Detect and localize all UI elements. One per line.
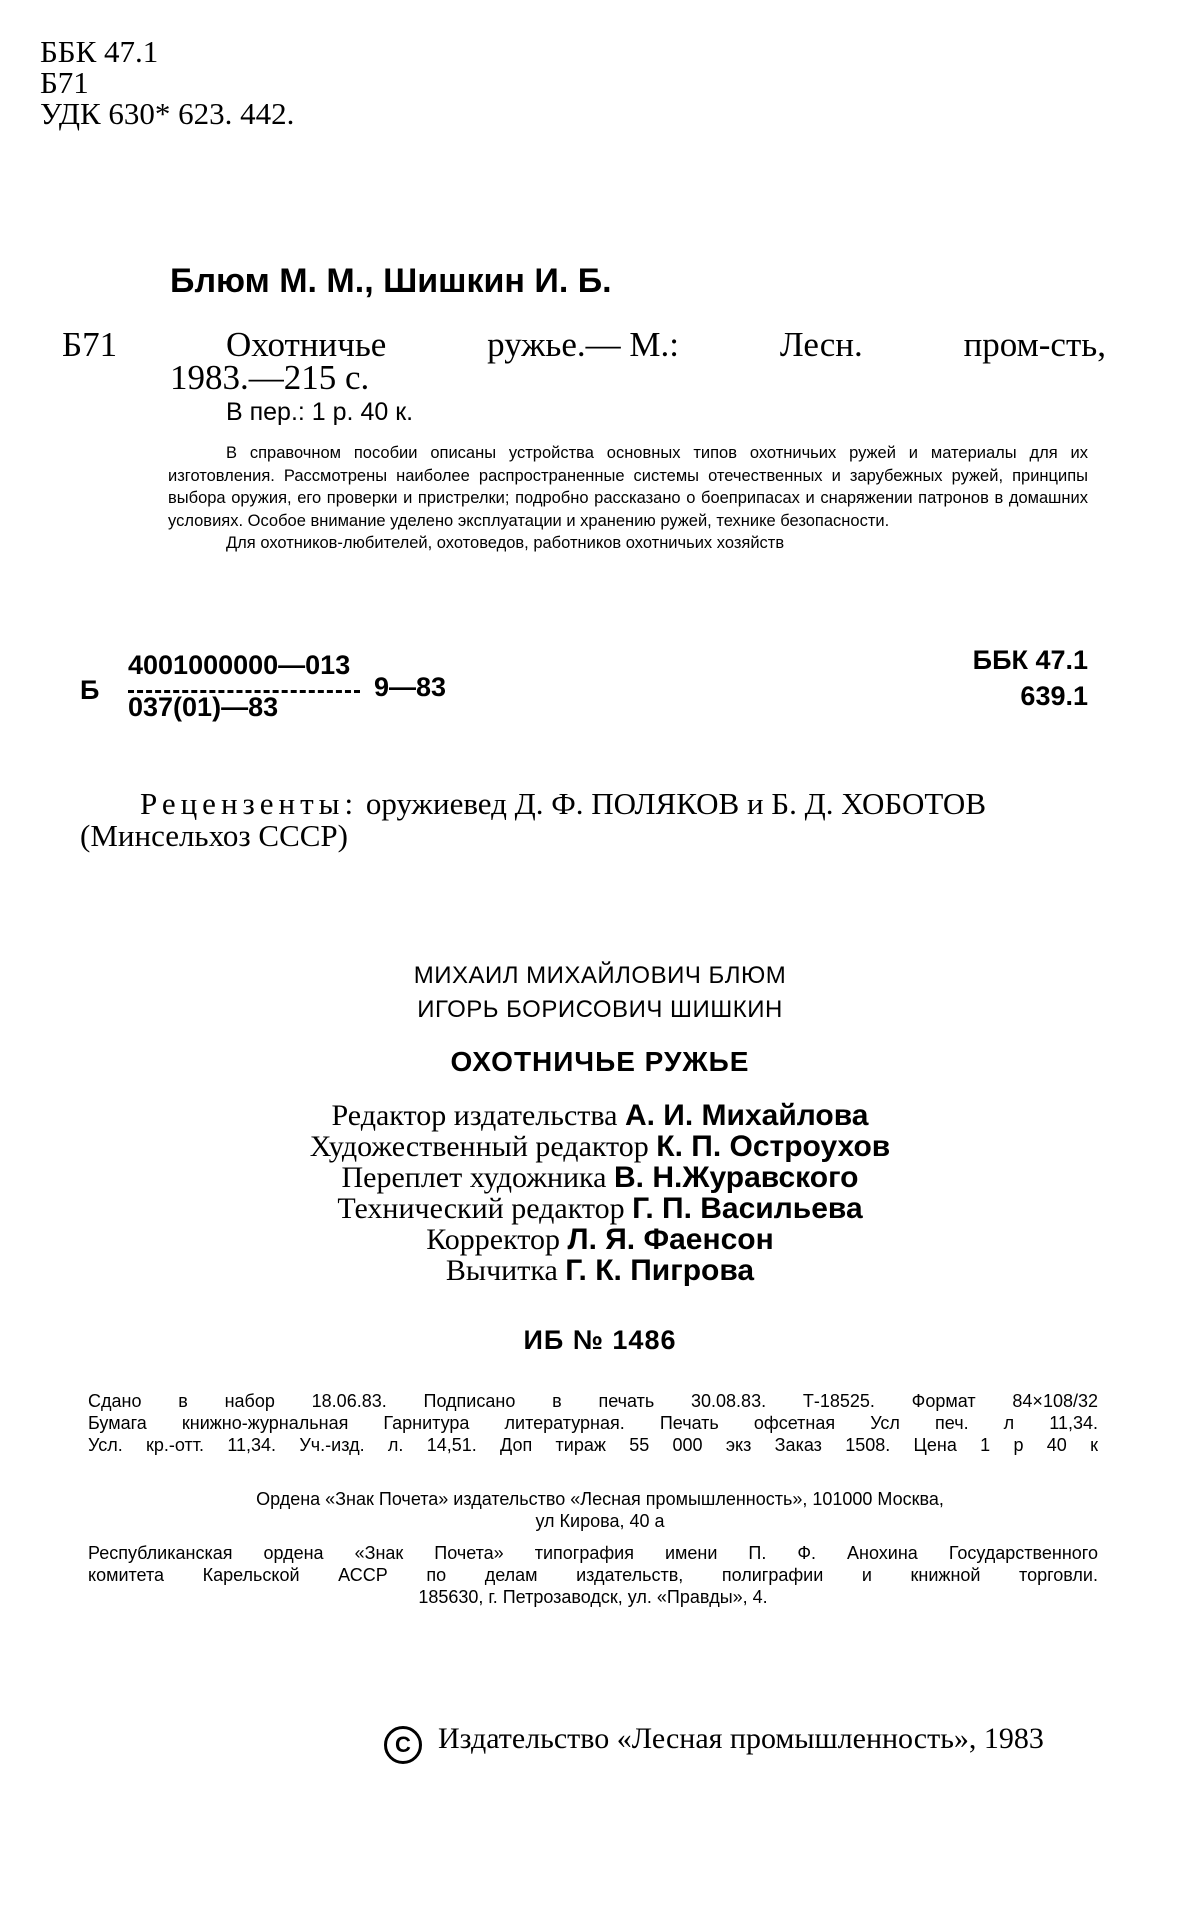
fraction-numerator: 4001000000—013 [128, 650, 351, 680]
annotation-audience: Для охотников-любителей, охотоведов, работников охотничьих хозяйств [226, 534, 785, 552]
price-line: В пер.: 1 р. 40 к. [226, 398, 414, 426]
credit-line [0, 1162, 1200, 1193]
credit-name: Г. П. Васильева [632, 1192, 863, 1225]
printer-block [88, 1542, 1098, 1608]
credit-role: Переплет художника [341, 1161, 607, 1194]
publisher-line: Ордена «Знак Почета» издательство «Лесная промышленность», 101000 Москва, [256, 1489, 944, 1509]
catalog-code: Б71 [40, 65, 89, 100]
credit-role: Технический редактор [337, 1192, 625, 1225]
publisher-block [0, 1488, 1200, 1532]
title-word: пром-сть, [963, 325, 1106, 364]
imprint-line: Бумага книжно-журнальная Гарнитура литературная. Печать офсетная Усл печ. л 11,34. [88, 1413, 1098, 1433]
reviewers-affiliation: (Минсельхоз СССР) [80, 818, 348, 853]
imprint-line: Сдано в набор 18.06.83. Подписано в печать 30.08.83. Т-18525. Формат 84×108/32 [88, 1391, 1098, 1411]
author-full-name: ИГОРЬ БОРИСОВИЧ ШИШКИН [417, 996, 783, 1023]
authors-heading: Блюм М. М., Шишкин И. Б. [170, 262, 612, 300]
credit-name: Л. Я. Фаенсон [567, 1223, 774, 1256]
credit-line [0, 1255, 1200, 1286]
bbk-right-block [973, 642, 1088, 714]
printer-line: комитета Карельской АССР по делам издательств, полиграфии и книжной торговли. [88, 1565, 1098, 1585]
credit-role: Корректор [426, 1223, 561, 1256]
printer-line: Республиканская ордена «Знак Почета» типография имени П. Ф. Анохина Государственного [88, 1543, 1098, 1563]
reviewers-label: Рецензенты: [140, 786, 359, 821]
udk-code: УДК 630* 623. 442. [40, 96, 295, 131]
author-full-name: МИХАИЛ МИХАЙЛОВИЧ БЛЮМ [413, 962, 787, 989]
copyright-line [384, 1722, 1044, 1764]
credit-name: Г. К. Пигрова [565, 1254, 755, 1287]
reviewers-names: оружиевед Д. Ф. ПОЛЯКОВ и Б. Д. ХОБОТОВ [365, 786, 986, 821]
copyright-text: Издательство «Лесная промышленность», 1983 [438, 1722, 1044, 1755]
bbk-code: ББК 47.1 [40, 34, 159, 69]
fraction-suffix: 9—83 [374, 672, 447, 702]
bbk-right-index: 639.1 [1020, 681, 1088, 711]
annotation-paragraph: В справочном пособии описаны устройства основных типов охотничьих ружей и материалы для их изготовления. Рассмотрены наиболее распространенные системы отечественных и зарубежных ружей, принципы выбора оружия, его проверки и пристрелки; подробно рассказано о боеприпасах и снаряжении патронов в домашних условиях. Особое внимание уделено эксплуатации и хранению ружей, технике безопасности. [168, 444, 1088, 530]
credit-line [0, 1193, 1200, 1224]
title-word: ружье.— М.: [487, 325, 680, 364]
credit-line [0, 1131, 1200, 1162]
book-title: ОХОТНИЧЬЕ РУЖЬЕ [450, 1046, 750, 1077]
classification-codes [40, 36, 294, 129]
imprint-block [88, 1390, 1098, 1456]
imprint-line: Усл. кр.-отт. 11,34. Уч.-изд. л. 14,51. Доп тираж 55 000 экз Заказ 1508. Цена 1 р 40 к [88, 1435, 1098, 1455]
catalog-mark: Б71 [62, 325, 118, 364]
bibliographic-year-pages: 1983.—215 с. [170, 358, 370, 397]
credit-name: К. П. Остроухов [656, 1130, 891, 1163]
credit-name: В. Н.Журавского [614, 1161, 859, 1194]
title-word: Охотничье [226, 325, 387, 364]
copyright-icon: C [384, 1726, 422, 1764]
publisher-address: ул Кирова, 40 а [535, 1511, 665, 1531]
title-word: Лесн. [779, 325, 863, 364]
fraction-letter: Б [80, 675, 100, 705]
credit-role: Художественный редактор [309, 1130, 649, 1163]
fraction-denominator: 037(01)—83 [128, 692, 279, 722]
credit-line [0, 1224, 1200, 1255]
reviewers-line [140, 786, 986, 822]
credit-role: Редактор издательства [331, 1099, 618, 1132]
credits-list [0, 1100, 1200, 1286]
bbk-right-code: ББК 47.1 [972, 645, 1088, 675]
annotation [168, 442, 1088, 555]
credit-name: А. И. Михайлова [624, 1099, 869, 1132]
credit-line [0, 1100, 1200, 1131]
printer-address: 185630, г. Петрозаводск, ул. «Правды», 4. [418, 1587, 768, 1607]
ib-number: ИБ № 1486 [523, 1325, 677, 1355]
credit-role: Вычитка [445, 1254, 558, 1287]
